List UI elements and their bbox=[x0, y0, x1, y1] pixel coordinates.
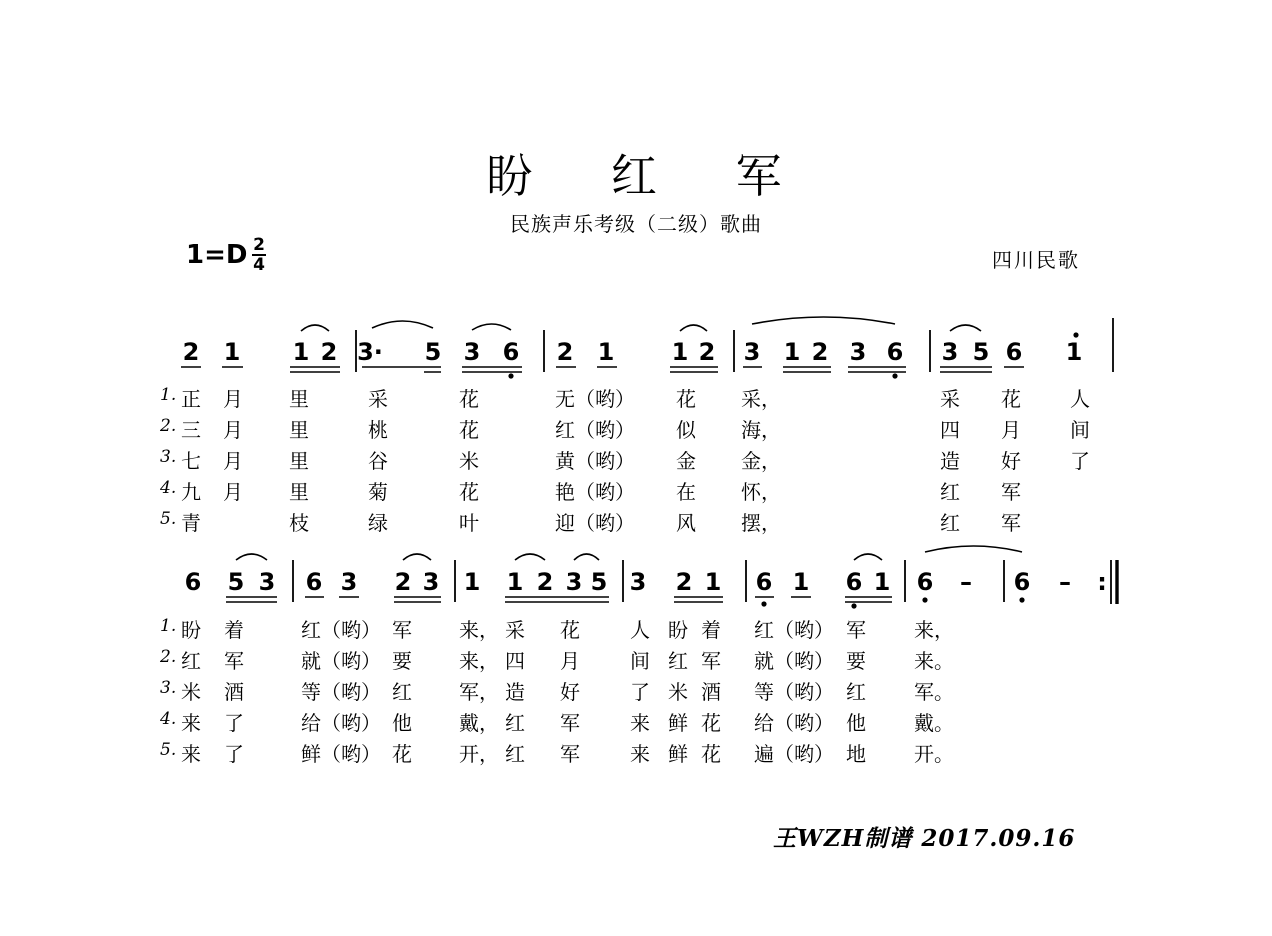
note: 6 bbox=[916, 568, 934, 596]
lyric-syllable: 花 bbox=[392, 742, 412, 766]
lyric-syllable: 红 bbox=[668, 649, 688, 673]
lyric-syllable: 来， bbox=[459, 649, 499, 673]
note: 3 bbox=[422, 568, 440, 596]
lyric-syllable: 花 bbox=[676, 387, 696, 411]
lyric-syllable: 人 bbox=[630, 618, 650, 642]
lyric-syllable: 造 bbox=[940, 449, 960, 473]
lyric-syllable: 要 bbox=[846, 649, 866, 673]
lyric-syllable: 金 bbox=[676, 449, 696, 473]
lyric-syllable: 米 bbox=[181, 680, 201, 704]
note: : bbox=[1097, 568, 1107, 596]
verse-number: 3. bbox=[160, 678, 177, 698]
lyric-syllable: 戴。 bbox=[914, 711, 954, 735]
lyric-syllable: 花 bbox=[1001, 387, 1021, 411]
note: 6 bbox=[305, 568, 323, 596]
lyric-syllable: 了 bbox=[224, 742, 244, 766]
lyric-syllable: 军 bbox=[392, 618, 412, 642]
lyric-syllable: 人 bbox=[1070, 387, 1090, 411]
verse-number: 1. bbox=[160, 616, 177, 636]
lyric-syllable: 绿 bbox=[368, 511, 388, 535]
lyric-syllable: 军 bbox=[1001, 480, 1021, 504]
note: 6 bbox=[886, 338, 904, 366]
slur bbox=[372, 321, 433, 328]
lyric-syllable: 海， bbox=[741, 418, 781, 442]
lyric-syllable: 军 bbox=[560, 742, 580, 766]
lyric-syllable: 在 bbox=[676, 480, 696, 504]
lyric-syllable: 月 bbox=[223, 387, 243, 411]
note: 2 bbox=[556, 338, 574, 366]
lyric-syllable: 正 bbox=[181, 387, 201, 411]
octave-lower-dot bbox=[508, 373, 513, 378]
note: 1 bbox=[671, 338, 689, 366]
lyric-syllable: 造 bbox=[505, 680, 525, 704]
note: 6 bbox=[845, 568, 863, 596]
note: 2 bbox=[536, 568, 554, 596]
lyric-syllable: 鲜（哟） bbox=[301, 742, 381, 766]
lyric-syllable: 酒 bbox=[701, 680, 721, 704]
note: 5 bbox=[424, 338, 442, 366]
lyric-syllable: 军， bbox=[459, 680, 499, 704]
lyric-syllable: 四 bbox=[940, 418, 960, 442]
lyric-syllable: 谷 bbox=[368, 449, 388, 473]
lyric-syllable: 盼 bbox=[668, 618, 688, 642]
lyric-syllable: 军 bbox=[846, 618, 866, 642]
lyric-syllable: 红（哟） bbox=[555, 418, 635, 442]
lyric-syllable: 红 bbox=[940, 511, 960, 535]
slur bbox=[236, 554, 267, 560]
lyric-syllable: 风 bbox=[676, 511, 696, 535]
note: 3 bbox=[340, 568, 358, 596]
note: 3· bbox=[357, 338, 383, 366]
note: 3 bbox=[463, 338, 481, 366]
lyric-syllable: 花 bbox=[560, 618, 580, 642]
lyric-syllable: 了 bbox=[1070, 449, 1090, 473]
octave-lower-dot bbox=[892, 373, 897, 378]
lyric-syllable: 艳（哟） bbox=[555, 480, 635, 504]
lyric-syllable: 来。 bbox=[914, 649, 954, 673]
note: 5 bbox=[972, 338, 990, 366]
note: 6 bbox=[1005, 338, 1023, 366]
slur bbox=[472, 324, 511, 330]
note: 5 bbox=[227, 568, 245, 596]
lyric-syllable: 间 bbox=[1070, 418, 1090, 442]
lyric-syllable: 菊 bbox=[368, 480, 388, 504]
note: 3 bbox=[941, 338, 959, 366]
note: – bbox=[1059, 568, 1071, 596]
lyric-syllable: 似 bbox=[676, 418, 696, 442]
note: 1 bbox=[873, 568, 891, 596]
note: 1 bbox=[597, 338, 615, 366]
lyric-syllable: 地 bbox=[846, 742, 866, 766]
verse-number: 5. bbox=[160, 509, 177, 529]
verse-number: 3. bbox=[160, 447, 177, 467]
lyric-syllable: 军 bbox=[560, 711, 580, 735]
lyric-syllable: 金， bbox=[741, 449, 781, 473]
lyric-syllable: 就（哟） bbox=[301, 649, 381, 673]
lyric-syllable: 红 bbox=[392, 680, 412, 704]
lyric-syllable: 里 bbox=[289, 418, 309, 442]
lyric-syllable: 月 bbox=[1001, 418, 1021, 442]
lyric-syllable: 他 bbox=[392, 711, 412, 735]
verse-number: 1. bbox=[160, 385, 177, 405]
lyric-syllable: 三 bbox=[181, 418, 201, 442]
lyric-syllable: 九 bbox=[181, 480, 201, 504]
lyric-syllable: 红 bbox=[181, 649, 201, 673]
lyric-syllable: 米 bbox=[668, 680, 688, 704]
lyric-syllable: 花 bbox=[459, 418, 479, 442]
note: 2 bbox=[811, 338, 829, 366]
lyric-syllable: 间 bbox=[630, 649, 650, 673]
lyric-syllable: 红 bbox=[940, 480, 960, 504]
song-subtitle: 民族声乐考级（二级）歌曲 bbox=[510, 212, 762, 236]
note: 6 bbox=[184, 568, 202, 596]
slur bbox=[752, 317, 895, 324]
lyric-syllable: 鲜 bbox=[668, 742, 688, 766]
lyric-syllable: 红 bbox=[505, 711, 525, 735]
lyric-syllable: 来 bbox=[181, 711, 201, 735]
lyric-syllable: 红（哟） bbox=[301, 618, 381, 642]
lyric-syllable: 花 bbox=[459, 387, 479, 411]
lyric-syllable: 开， bbox=[459, 742, 499, 766]
lyric-syllable: 了 bbox=[224, 711, 244, 735]
note: 6 bbox=[755, 568, 773, 596]
lyric-syllable: 无（哟） bbox=[555, 387, 635, 411]
lyric-syllable: 军。 bbox=[914, 680, 954, 704]
lyric-syllable: 要 bbox=[392, 649, 412, 673]
time-sig-top: 2 bbox=[253, 235, 265, 255]
note: 5 bbox=[590, 568, 608, 596]
lyric-syllable: 里 bbox=[289, 480, 309, 504]
lyric-syllable: 米 bbox=[459, 449, 479, 473]
octave-higher-dot bbox=[1073, 332, 1078, 337]
lyric-syllable: 花 bbox=[701, 711, 721, 735]
lyric-syllable: 摆， bbox=[741, 511, 781, 535]
note: 1 bbox=[292, 338, 310, 366]
lyric-syllable: 了 bbox=[630, 680, 650, 704]
slur bbox=[925, 546, 1022, 552]
music-line-1 bbox=[181, 317, 1113, 379]
note: 1 bbox=[1065, 338, 1083, 366]
note: – bbox=[960, 568, 972, 596]
lyric-syllable: 桃 bbox=[368, 418, 388, 442]
slur bbox=[515, 554, 545, 560]
title-char-1: 盼 bbox=[486, 149, 537, 203]
lyric-syllable: 采 bbox=[940, 387, 960, 411]
octave-lower-dot bbox=[761, 601, 766, 606]
lyric-syllable: 来 bbox=[630, 742, 650, 766]
note: 1 bbox=[783, 338, 801, 366]
note: 1 bbox=[223, 338, 241, 366]
note: 3 bbox=[629, 568, 647, 596]
note: 1 bbox=[463, 568, 481, 596]
slur bbox=[574, 554, 599, 560]
slur bbox=[950, 325, 981, 331]
note: 2 bbox=[675, 568, 693, 596]
lyric-syllable: 黄（哟） bbox=[555, 449, 635, 473]
lyric-syllable: 里 bbox=[289, 387, 309, 411]
note: 2 bbox=[394, 568, 412, 596]
lyric-syllable: 枝 bbox=[289, 511, 309, 535]
lyric-syllable: 月 bbox=[223, 418, 243, 442]
lyric-syllable: 鲜 bbox=[668, 711, 688, 735]
lyric-syllable: 月 bbox=[560, 649, 580, 673]
octave-lower-dot bbox=[1019, 597, 1024, 602]
verse-number: 2. bbox=[160, 416, 177, 436]
lyric-syllable: 月 bbox=[223, 449, 243, 473]
note: 2 bbox=[320, 338, 338, 366]
verse-number: 4. bbox=[160, 478, 177, 498]
note: 3 bbox=[258, 568, 276, 596]
note: 2 bbox=[698, 338, 716, 366]
lyric-syllable: 红（哟） bbox=[754, 618, 834, 642]
note: 6 bbox=[1013, 568, 1031, 596]
key-signature: 1=D bbox=[186, 240, 248, 270]
lyric-syllable: 他 bbox=[846, 711, 866, 735]
lyric-syllable: 花 bbox=[701, 742, 721, 766]
note: 3 bbox=[849, 338, 867, 366]
lyric-syllable: 着 bbox=[701, 618, 721, 642]
lyric-syllable: 来 bbox=[181, 742, 201, 766]
lyric-syllable: 叶 bbox=[459, 511, 479, 535]
lyric-syllable: 戴， bbox=[459, 711, 499, 735]
lyric-syllable: 采 bbox=[505, 618, 525, 642]
lyric-syllable: 等（哟） bbox=[301, 680, 381, 704]
verse-number: 4. bbox=[160, 709, 177, 729]
octave-lower-dot bbox=[922, 597, 927, 602]
verse-number: 2. bbox=[160, 647, 177, 667]
lyric-syllable: 遍（哟） bbox=[754, 742, 834, 766]
note: 1 bbox=[704, 568, 722, 596]
lyric-syllable: 军 bbox=[701, 649, 721, 673]
lyric-syllable: 里 bbox=[289, 449, 309, 473]
note: 3 bbox=[565, 568, 583, 596]
lyric-syllable: 来， bbox=[459, 618, 499, 642]
note: 1 bbox=[506, 568, 524, 596]
lyric-syllable: 花 bbox=[459, 480, 479, 504]
slur bbox=[680, 325, 707, 331]
transcriber-credit: 王WZH制谱 2017.09.16 bbox=[773, 825, 1076, 852]
lyric-syllable: 军 bbox=[1001, 511, 1021, 535]
slur bbox=[854, 554, 882, 560]
title-char-3: 军 bbox=[735, 149, 786, 203]
music-line-2 bbox=[185, 546, 1117, 609]
octave-lower-dot bbox=[851, 603, 856, 608]
lyric-syllable: 月 bbox=[223, 480, 243, 504]
title-char-2: 红 bbox=[611, 149, 661, 203]
slur bbox=[301, 325, 329, 331]
lyric-syllable: 七 bbox=[181, 449, 201, 473]
lyric-syllable: 好 bbox=[1001, 449, 1021, 473]
song-origin: 四川民歌 bbox=[992, 248, 1080, 272]
time-sig-bottom: 4 bbox=[253, 255, 265, 275]
lyric-syllable: 红 bbox=[846, 680, 866, 704]
lyric-syllable: 军 bbox=[224, 649, 244, 673]
verse-number: 5. bbox=[160, 740, 177, 760]
lyric-syllable: 采 bbox=[368, 387, 388, 411]
lyric-syllable: 怀， bbox=[741, 480, 781, 504]
lyric-syllable: 盼 bbox=[181, 618, 201, 642]
lyric-syllable: 迎（哟） bbox=[555, 511, 635, 535]
note: 1 bbox=[792, 568, 810, 596]
note: 3 bbox=[743, 338, 761, 366]
slur bbox=[403, 554, 431, 560]
lyric-syllable: 开。 bbox=[914, 742, 954, 766]
lyric-syllable: 等（哟） bbox=[754, 680, 834, 704]
lyric-syllable: 着 bbox=[224, 618, 244, 642]
lyric-syllable: 给（哟） bbox=[301, 711, 381, 735]
lyric-syllable: 来 bbox=[630, 711, 650, 735]
lyric-syllable: 就（哟） bbox=[754, 649, 834, 673]
lyric-syllable: 酒 bbox=[224, 680, 244, 704]
lyric-syllable: 红 bbox=[505, 742, 525, 766]
lyric-syllable: 采， bbox=[741, 387, 781, 411]
lyric-syllable: 青 bbox=[181, 511, 201, 535]
note: 2 bbox=[182, 338, 200, 366]
lyric-syllable: 给（哟） bbox=[754, 711, 834, 735]
note: 6 bbox=[502, 338, 520, 366]
lyric-syllable: 四 bbox=[505, 649, 525, 673]
lyric-syllable: 好 bbox=[560, 680, 580, 704]
lyric-syllable: 来， bbox=[914, 618, 954, 642]
